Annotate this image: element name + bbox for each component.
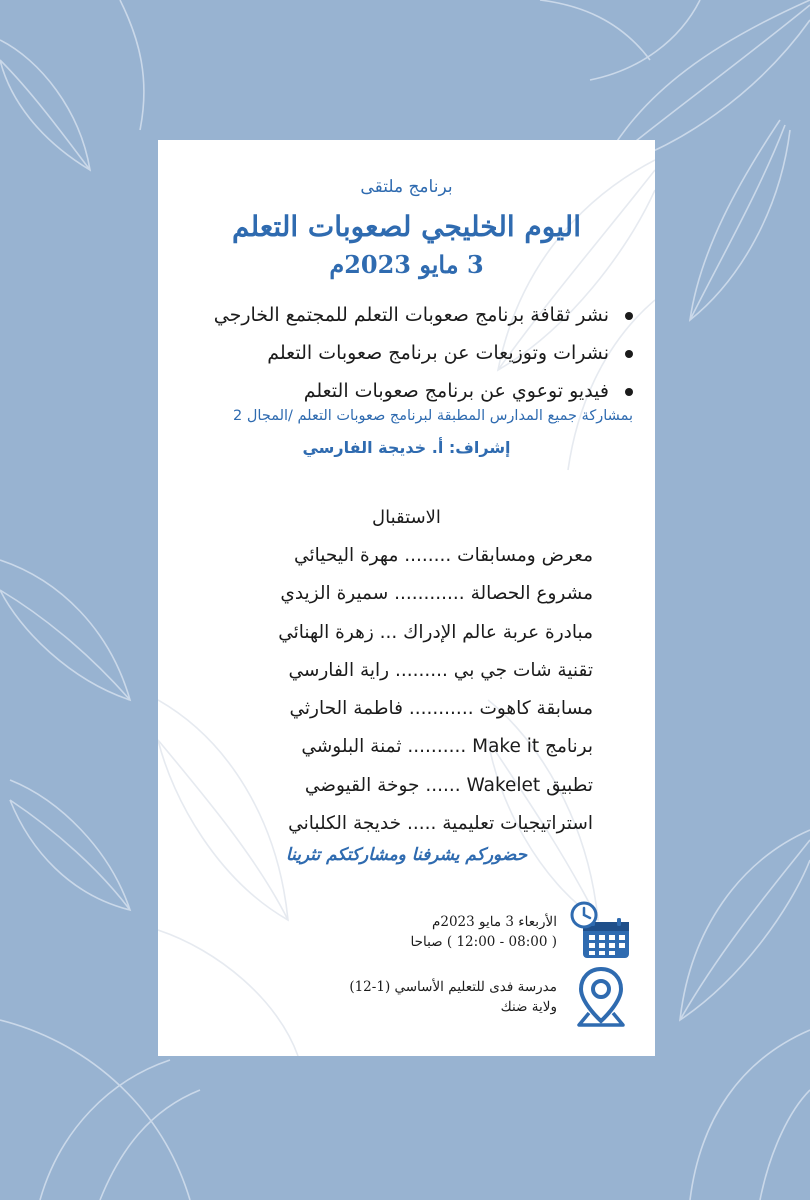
bullet-icon	[625, 388, 633, 396]
location-text	[349, 977, 557, 1017]
bullet-icon	[625, 312, 633, 320]
list-item: استراتيجيات تعليمية ..... خديجة الكلباني	[288, 813, 593, 835]
list-item: تطبيق Wakelet ...... جوخة القيوضي	[304, 774, 593, 796]
school-name: مدرسة فدى للتعليم الأساسي (1-12)	[349, 979, 557, 995]
location-info	[349, 965, 633, 1029]
calendar-clock-icon	[569, 900, 633, 964]
list-item: مشروع الحصالة ............ سميرة الزيدي	[280, 583, 593, 605]
stations-list	[278, 537, 593, 843]
supervisor-line: إشراف: أ. خديجة الفارسي	[302, 438, 511, 457]
event-title: اليوم الخليجي لصعوبات التعلم	[232, 210, 581, 243]
program-card	[158, 140, 655, 1056]
program-content	[158, 140, 655, 1056]
top-left-leaves	[0, 0, 144, 170]
schedule-info	[411, 900, 634, 964]
list-item: مسابقة كاهوت ........... فاطمة الحارثي	[289, 698, 593, 720]
event-date: 3 مايو 2023م	[329, 250, 484, 279]
list-item: مبادرة عربة عالم الإدراك ... زهرة الهنائي	[278, 621, 593, 643]
map-pin-icon	[569, 965, 633, 1029]
program-label: برنامج ملتقى	[360, 177, 453, 197]
schedule-hours: ( 08:00 - 12:00 ) صباحا	[410, 934, 557, 950]
list-item: تقنية شات جي بي ......... راية الفارسي	[288, 659, 593, 681]
schedule-day: الأربعاء 3 مايو 2023م	[432, 914, 557, 930]
bullet-icon	[625, 350, 633, 358]
reception-heading: الاستقبال	[372, 507, 441, 528]
wilayat-name: ولاية ضنك	[500, 999, 557, 1015]
objectives-list	[214, 296, 633, 410]
list-item: فيديو توعوي عن برنامج صعوبات التعلم	[214, 372, 633, 410]
bottom-right-leaves	[680, 830, 810, 1200]
list-item: نشرات وتوزيعات عن برنامج صعوبات التعلم	[214, 334, 633, 372]
closing-message: حضوركم يشرفنا ومشاركتكم تثرينا	[285, 845, 528, 865]
schedule-text	[411, 912, 558, 952]
list-item: نشر ثقافة برنامج صعوبات التعلم للمجتمع الخارجي	[214, 296, 633, 334]
participation-note: بمشاركة جميع المدارس المطبقة لبرنامج صعوبات التعلم /المجال 2	[233, 408, 633, 424]
list-item: برنامج Make it .......... ثمنة البلوشي	[301, 736, 593, 758]
list-item: معرض ومسابقات ........ مهرة اليحيائي	[294, 545, 593, 566]
left-middle-leaves	[0, 560, 130, 910]
